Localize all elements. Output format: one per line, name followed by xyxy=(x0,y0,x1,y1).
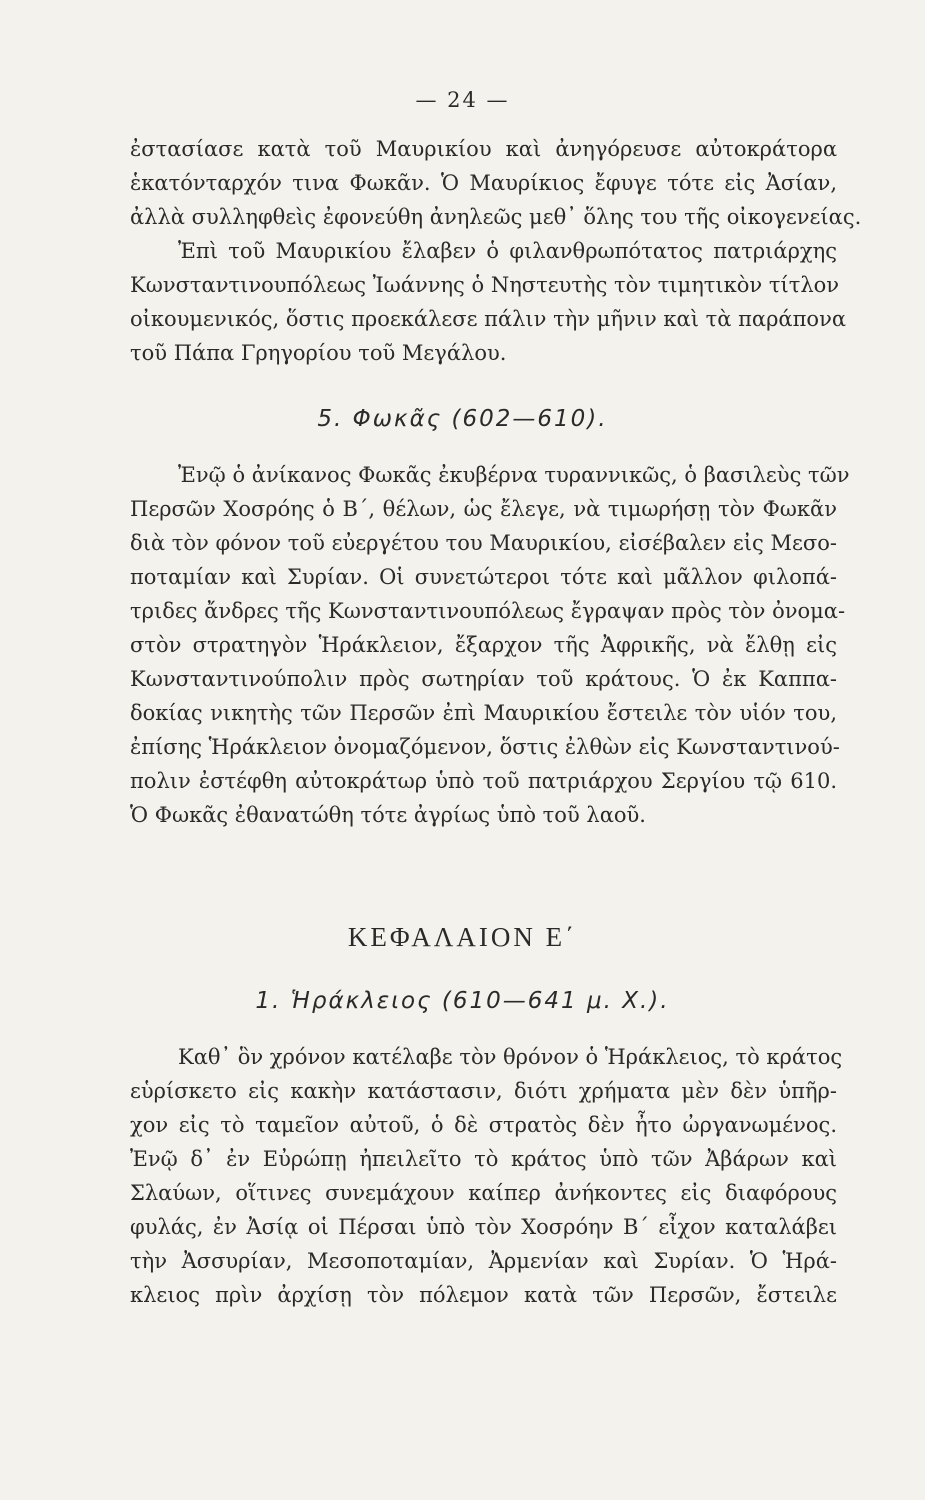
paragraph-line: Περσῶν Χοσρόης ὁ Β΄, θέλων, ὡς ἔλεγε, νὰ τιμωρήσῃ τὸν Φωκᾶν xyxy=(130,497,837,521)
section-heading: 5. Φωκᾶς (602—610). xyxy=(317,406,608,432)
paragraph-line: Κωνσταντινούπολιν πρὸς σωτηρίαν τοῦ κράτους. Ὁ ἐκ Καππα- xyxy=(130,667,837,691)
section-heading: 1. Ἡράκλειος (610—641 μ. Χ.). xyxy=(255,988,670,1014)
paragraph-line: πολιν ἐστέφθη αὐτοκράτωρ ὑπὸ τοῦ πατριάρχου Σεργίου τῷ 610. xyxy=(130,769,837,793)
paragraph-line: διὰ τὸν φόνον τοῦ εὐεργέτου του Μαυρικίου, εἰσέβαλεν εἰς Μεσο- xyxy=(130,531,837,555)
paragraph-line: Ἐνῷ δ᾽ ἐν Εὐρώπῃ ἠπειλεῖτο τὸ κράτος ὑπὸ τῶν Ἀβάρων καὶ xyxy=(130,1147,837,1171)
paragraph-line: Κωνσταντινουπόλεως Ἰωάννης ὁ Νηστευτὴς τὸν τιμητικὸν τίτλον xyxy=(130,273,840,297)
paragraph-line: φυλάς, ἐν Ἀσίᾳ οἱ Πέρσαι ὑπὸ τὸν Χοσρόην Β΄ εἶχον καταλάβει xyxy=(130,1215,837,1239)
paragraph-line: ἀλλὰ συλληφθεὶς ἐφονεύθη ἀνηλεῶς μεθ᾽ ὅλης του τῆς οἰκογενείας. xyxy=(130,205,862,229)
paragraph-line: τὴν Ἀσσυρίαν, Μεσοποταμίαν, Ἀρμενίαν καὶ Συρίαν. Ὁ Ἡρά- xyxy=(130,1249,837,1273)
paragraph-line: ἐστασίασε κατὰ τοῦ Μαυρικίου καὶ ἀνηγόρευσε αὐτοκράτορα xyxy=(130,137,837,161)
paragraph-line: Καθ᾽ ὃν χρόνον κατέλαβε τὸν θρόνον ὁ Ἡράκλειος, τὸ κράτος xyxy=(178,1045,843,1069)
paragraph-line: ἐπίσης Ἡράκλειον ὀνομαζόμενον, ὅστις ἐλθὼν εἰς Κωνσταντινού- xyxy=(130,735,840,759)
paragraph-line: στὸν στρατηγὸν Ἡράκλειον, ἔξαρχον τῆς Ἀφρικῆς, νὰ ἔλθῃ εἰς xyxy=(130,633,837,657)
paragraph-line: εὑρίσκετο εἰς κακὴν κατάστασιν, διότι χρήματα μὲν δὲν ὑπῆρ- xyxy=(130,1079,837,1103)
paragraph-line: δοκίας νικητὴς τῶν Περσῶν ἐπὶ Μαυρικίου ἔστειλε τὸν υἱόν του, xyxy=(130,701,837,725)
paragraph-line: ἑκατόνταρχόν τινα Φωκᾶν. Ὁ Μαυρίκιος ἔφυγε τότε εἰς Ἀσίαν, xyxy=(130,171,837,195)
paragraph-line: Ἐνῷ ὁ ἀνίκανος Φωκᾶς ἐκυβέρνα τυραννικῶς, ὁ βασιλεὺς τῶν xyxy=(178,463,850,487)
chapter-title: ΚΕΦΑΛΑΙΟΝ Ε΄ xyxy=(347,922,578,952)
paragraph-line: οἰκουμενικός, ὅστις προεκάλεσε πάλιν τὴν μῆνιν καὶ τὰ παράπονα xyxy=(130,307,847,331)
paragraph-line: Ὁ Φωκᾶς ἐθανατώθη τότε ἀγρίως ὑπὸ τοῦ λαοῦ. xyxy=(130,803,646,827)
paragraph-line: χον εἰς τὸ ταμεῖον αὐτοῦ, ὁ δὲ στρατὸς δὲν ἦτο ὠργανωμένος. xyxy=(130,1113,837,1137)
paragraph-line: τριδες ἄνδρες τῆς Κωνσταντινουπόλεως ἔγραψαν πρὸς τὸν ὀνομα- xyxy=(130,599,846,623)
page-number: — 24 — xyxy=(415,88,510,112)
paragraph-line: ποταμίαν καὶ Συρίαν. Οἱ συνετώτεροι τότε καὶ μᾶλλον φιλοπά- xyxy=(130,565,837,589)
paragraph-line: Ἐπὶ τοῦ Μαυρικίου ἔλαβεν ὁ φιλανθρωπότατος πατριάρχης xyxy=(178,239,837,263)
paragraph-line: Σλαύων, οἵτινες συνεμάχουν καίπερ ἀνήκοντες εἰς διαφόρους xyxy=(130,1181,837,1205)
paragraph-line: κλειος πρὶν ἀρχίσῃ τὸν πόλεμον κατὰ τῶν Περσῶν, ἔστειλε xyxy=(130,1283,837,1307)
paragraph-line: τοῦ Πάπα Γρηγορίου τοῦ Μεγάλου. xyxy=(130,341,507,365)
